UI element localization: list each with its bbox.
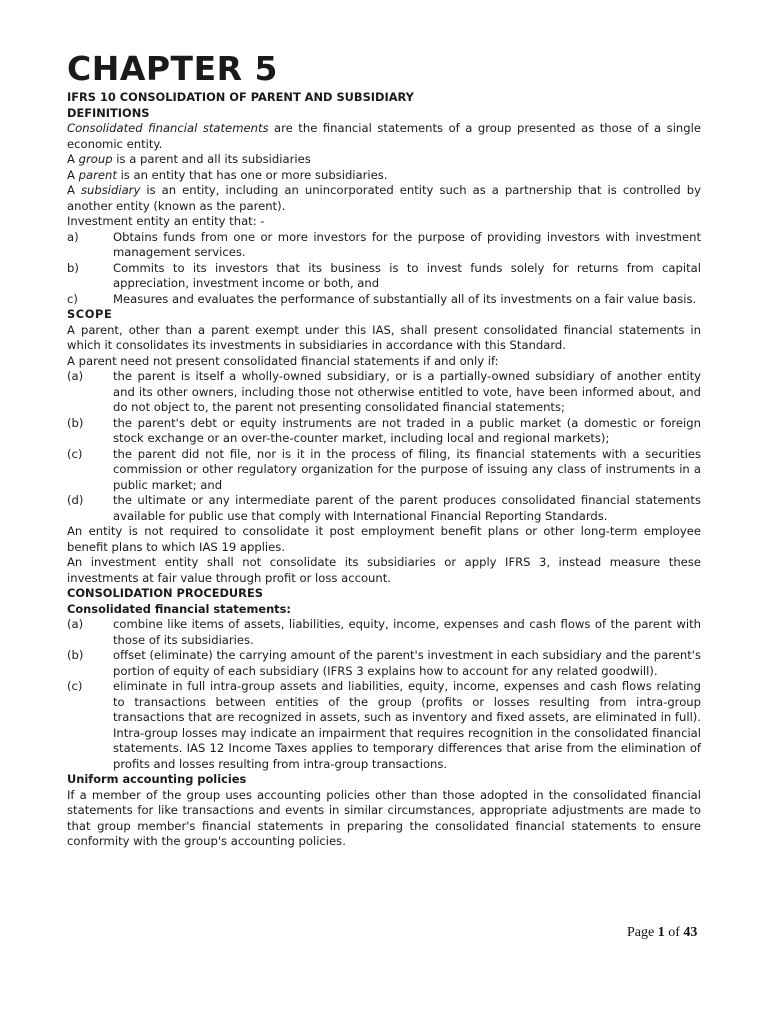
uniform-paragraph: If a member of the group uses accounting policies other than those adopted in the consolidated financial statements for like transactions and events in similar circumstances, appropriate adjustments are made to that group member's financial statements in preparing the consolidated financial statements to ensure conformity with the group's accounting policies. <box>67 787 701 848</box>
scope-paragraph: A parent, other than a parent exempt under this IAS, shall present consolidated financial statements in which it consolidates its investments in subsidiaries in accordance with this Standard. <box>67 322 701 352</box>
list-item: c) Measures and evaluates the performance of substantially all of its investments on a fair value basis. <box>67 291 697 306</box>
definition-subsidiary: A subsidiary is an entity, including an unincorporated entity such as a partnership that is controlled by another entity (known as the parent). <box>67 183 701 213</box>
main-heading: IFRS 10 CONSOLIDATION OF PARENT AND SUBSIDIARY <box>67 90 414 104</box>
cfs-subheading: Consolidated financial statements: <box>67 601 291 616</box>
procedures-heading: CONSOLIDATION PROCEDURES <box>67 586 263 600</box>
document-page <box>67 50 701 850</box>
list-item: (a) combine like items of assets, liabilities, equity, income, expenses and cash flows of the parent with those of its subsidiaries. <box>67 617 701 647</box>
definitions-heading: DEFINITIONS <box>67 105 150 120</box>
definition-consolidated: Consolidated financial statements are the financial statements of a group presented as those of a single economic entity. <box>67 121 701 151</box>
list-item: a) Obtains funds from one or more investors for the purpose of providing investors with investment management services. <box>67 229 701 259</box>
scope-paragraph: An investment entity shall not consolidate its subsidiaries or apply IFRS 3, instead measure these investments at fair value through profit or loss account. <box>67 555 701 585</box>
definition-group: A group is a parent and all its subsidiaries <box>67 152 311 166</box>
list-item: (d) the ultimate or any intermediate parent of the parent produces consolidated financial statements available for public use that comply with International Financial Reporting Standards. <box>67 493 701 523</box>
list-item: (b) offset (eliminate) the carrying amount of the parent's investment in each subsidiary and the parent's portion of equity of each subsidiary (IFRS 3 explains how to account for any related goodwill). <box>67 648 701 678</box>
list-item: (b) the parent's debt or equity instruments are not traded in a public market (a domestic or foreign stock exchange or an over-the-counter market, including local and regional markets); <box>67 415 701 445</box>
list-item: b) Commits to its investors that its business is to invest funds solely for returns from capital appreciation, investment income or both, and <box>67 260 701 290</box>
page-number: Page 1 of 43 <box>627 925 698 940</box>
investment-entity-intro: Investment entity an entity that: - <box>67 214 265 228</box>
chapter-title: CHAPTER 5 <box>67 49 278 88</box>
scope-heading: SCOPE <box>67 307 113 321</box>
uniform-heading: Uniform accounting policies <box>67 772 247 786</box>
definition-parent: A parent is an entity that has one or more subsidiaries. <box>67 167 388 182</box>
scope-paragraph: A parent need not present consolidated financial statements if and only if: <box>67 353 499 368</box>
scope-paragraph: An entity is not required to consolidate it post employment benefit plans or other long-term employee benefit plans to which IAS 19 applies. <box>67 524 701 554</box>
list-item: (a) the parent is itself a wholly-owned subsidiary, or is a partially-owned subsidiary of another entity and its other owners, including those not otherwise entitled to vote, have been informed about, and do not object to, the parent not presenting consolidated financial statements; <box>67 369 701 414</box>
list-item: (c) the parent did not file, nor is it in the process of filing, its financial statements with a securities commission or other regulatory organization for the purpose of issuing any class of instruments in a public market; and <box>67 446 701 492</box>
list-item: (c) eliminate in full intra-group assets and liabilities, equity, income, expenses and cash flows relating to transactions between entities of the group (profits or losses resulting from intra-group transactions that are recognized in assets, such as inventory and fixed assets, are eliminated in full). Intra-group losses may indicate an impairment that requires recognition in the consolidated financial statements. IAS 12 Income Taxes applies to temporary differences that arise from the elimination of profits and losses resulting from intra-group transactions. <box>67 679 701 771</box>
